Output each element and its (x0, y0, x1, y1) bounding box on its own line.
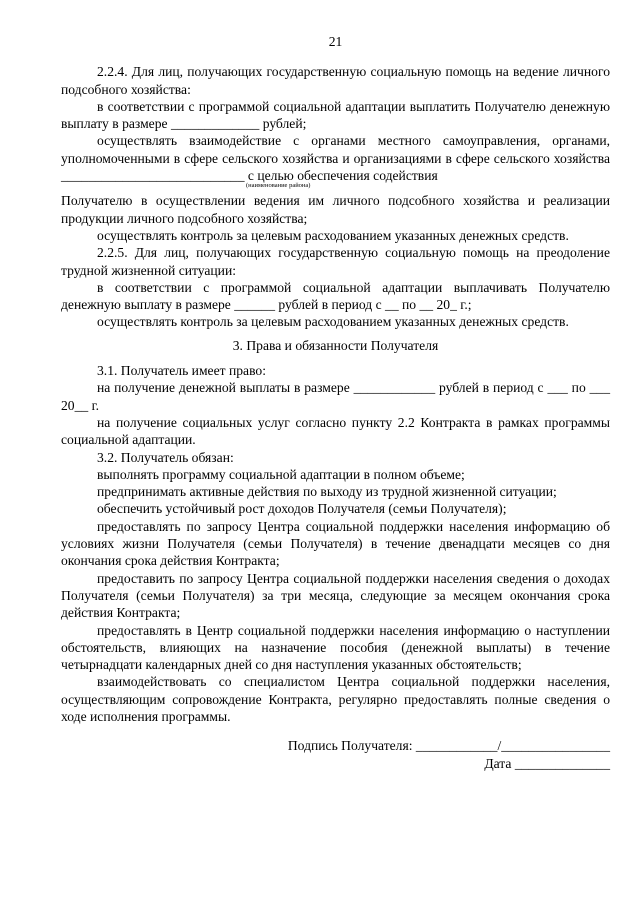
signature-block (61, 737, 610, 772)
section-2-2-5-title: 2.2.5. Для лиц, получающих государственную социальную помощь на преодоление трудной жизненной ситуации: (61, 245, 610, 278)
obligation-item: взаимодействовать со специалистом Центра социальной поддержки населения, осуществляющим сопровождение Контракта, регулярно предоставлять полные сведения о ходе исполнения программы. (61, 674, 610, 724)
date-line: Дата ______________ (484, 755, 610, 771)
obligation-item: предпринимать активные действия по выходу из трудной жизненной ситуации; (97, 484, 557, 500)
obligation-item: обеспечить устойчивый рост доходов Получателя (семьи Получателя); (97, 501, 507, 517)
section-3-1-paragraph-2: на получение социальных услуг согласно пункту 2.2 Контракта в рамках программы социальной адаптации. (61, 414, 610, 448)
section-2-2-5-paragraph-1: в соответствии с программой социальной адаптации выплачивать Получателю денежную выплату в размере ______ рублей в период с __ по __ 20_ г.; (61, 279, 610, 313)
section-2-2-5-paragraph-2: осуществлять контроль за целевым расходованием указанных денежных средств. (97, 314, 569, 330)
section-2-2-4-paragraph-2b: Получателю в осуществлении ведения им личного подсобного хозяйства и реализации продукции личного подсобного хозяйства; (61, 193, 610, 226)
section-2-2-4-paragraph-3: осуществлять контроль за целевым расходованием указанных денежных средств. (97, 227, 569, 243)
district-name-note: (наименование района) (246, 182, 311, 190)
section-2-2-4-title: 2.2.4. Для лиц, получающих государственную социальную помощь на ведение личного подсобного хозяйства: (61, 64, 610, 97)
section-3-1-paragraph-1: на получение денежной выплаты в размере ____________ рублей в период с ___ по ___ 20__ г. (61, 380, 610, 413)
section-2-2-4-paragraph-1: в соответствии с программой социальной адаптации выплатить Получателю денежную выплату в размере _____________ рублей; (61, 98, 610, 132)
recipient-signature-line: Подпись Получателя: ____________/________________ (287, 738, 610, 754)
obligation-item: предоставить по запросу Центра социальной поддержки населения сведения о доходах Получателя (семьи Получателя) за три месяца, следующие за месяцем окончания срока действия Контракта; (61, 570, 610, 621)
obligation-item: предоставлять по запросу Центра социальной поддержки населения информацию об условиях жизни Получателя (семьи Получателя) в течение двенадцати месяцев со дня окончания срока действия Контракта; (61, 518, 610, 569)
obligation-item: предоставлять в Центр социальной поддержки населения информацию о наступлении обстоятельств, влияющих на назначение пособия (денежной выплаты) в течение четырнадцати календарных дней со дня наступления указанных обстоятельств; (61, 622, 610, 673)
section-3-1-title: 3.1. Получатель имеет право: (97, 363, 266, 379)
obligation-item: выполнять программу социальной адаптации в полном объеме; (97, 466, 465, 482)
section-3-2-title: 3.2. Получатель обязан: (97, 449, 234, 465)
section-2-2-4-paragraph-2a: осуществлять взаимодействие с органами местного самоуправления, органами, уполномоченными в сфере сельского хозяйства и организациями в сфере сельского хозяйства ___________________________ с целью обеспечения содействия (61, 133, 610, 184)
section-3-heading: 3. Права и обязанности Получателя (232, 337, 439, 353)
page-number: 21 (328, 34, 343, 49)
